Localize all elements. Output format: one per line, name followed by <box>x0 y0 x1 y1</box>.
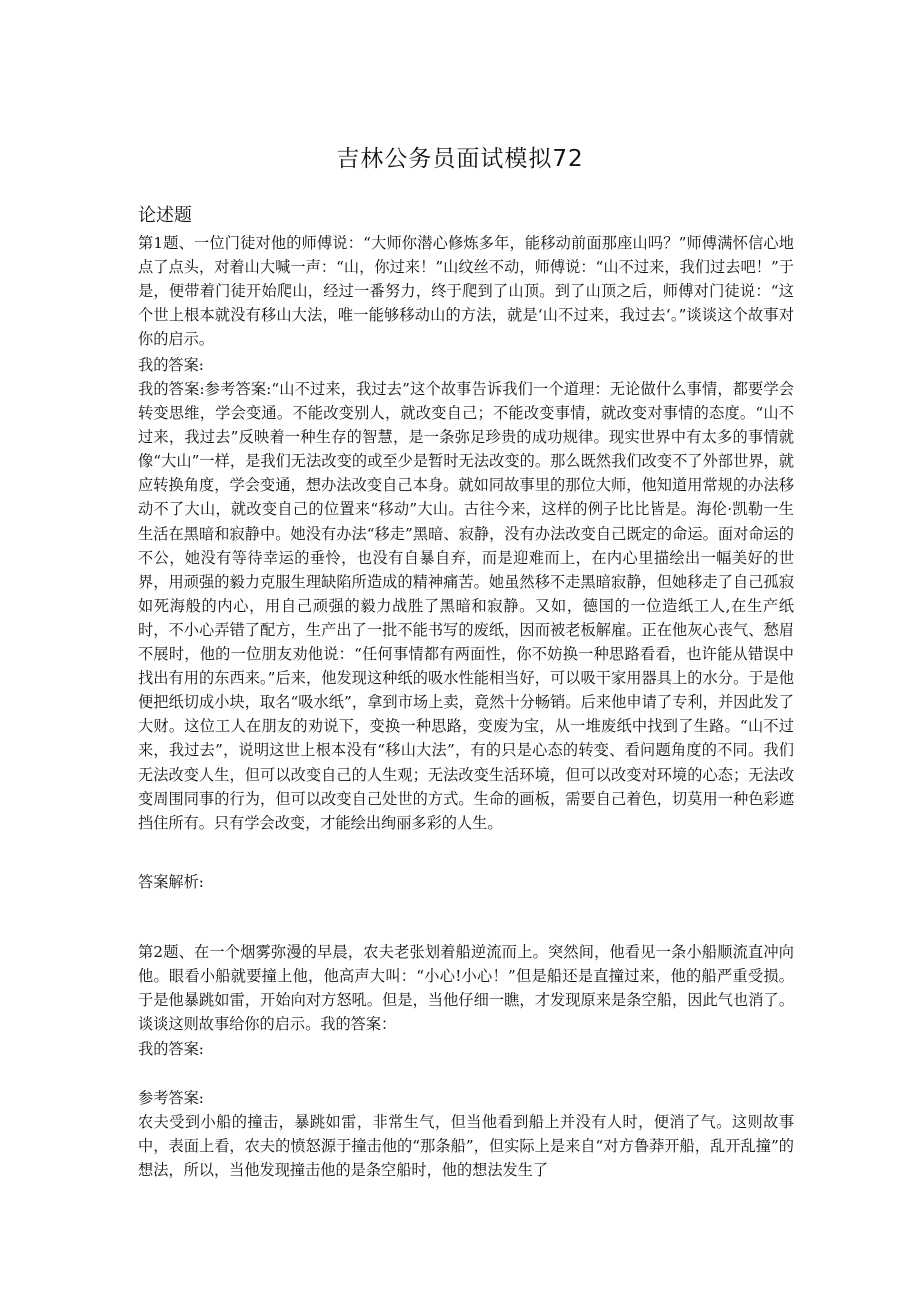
question-1-my-answer-label: 我的答案: <box>138 356 204 374</box>
question-1-prompt: 第1题、一位门徒对他的师傅说：“大师你潜心修炼多年，能移动前面那座山吗？”师傅满怀信心地点了点头，对着山大喊一声：“山，你过来！”山纹丝不动，师傅说：“山不过来，我们过去吧！”于是，便带着门徒开始爬山，经过一番努力，终于爬到了山顶。到了山顶之后，师傅对门徒说：“这个世上根本就没有移山大法，唯一能够移动山的方法，就是‘山不过来，我过去‘。”谈谈这个故事对你的启示。 <box>138 234 794 349</box>
question-2-reference-label: 参考答案: <box>138 1089 204 1107</box>
question-2-reference-text: 农夫受到小船的撞击，暴跳如雷，非常生气，但当他看到船上并没有人时，便消了气。这则故事中，表面上看，农夫的愤怒源于撞击他的“那条船”，但实际上是来自“对方鲁莽开船，乱开乱撞”的想法，所以，当他发现撞击他的是条空船时，他的想法发生了 <box>138 1113 794 1180</box>
question-1-analysis-label: 答案解析: <box>138 873 204 891</box>
question-1-answer-text: 我的答案:参考答案:“山不过来，我过去”这个故事告诉我们一个道理：无论做什么事情，都要学会转变思维，学会变通。不能改变别人，就改变自己；不能改变事情，就改变对事情的态度。“山不过来，我过去”反映着一种生存的智慧，是一条弥足珍贵的成功规律。现实世界中有太多的事情就像“大山”一样，是我们无法改变的或至少是暂时无法改变的。那么既然我们改变不了外部世界，就应转换角度，学会变通，想办法改变自己本身。就如同故事里的那位大师，他知道用常规的办法移动不了大山，就改变自己的位置来“移动”大山。古往今来，这样的例子比比皆是。海伦·凯勒一生生活在黑暗和寂静中。她没有办法“移走”黑暗、寂静，没有办法改变自己既定的命运。面对命运的不公，她没有等待幸运的垂怜，也没有自暴自弃，而是迎难而上，在内心里描绘出一幅美好的世界，用顽强的毅力克服生理缺陷所造成的精神痛苦。她虽然移不走黑暗寂静，但她移走了自己孤寂如死海般的内心，用自己顽强的毅力战胜了黑暗和寂静。又如，德国的一位造纸工人,在生产纸时，不小心弄错了配方，生产出了一批不能书写的废纸，因而被老板解雇。正在他灰心丧气、愁眉不展时，他的一位朋友劝他说：“任何事情都有两面性，你不妨换一种思路看看，也许能从错误中找出有用的东西来。”后来，他发现这种纸的吸水性能相当好，可以吸干家用器具上的水分。于是他便把纸切成小块，取名“吸水纸”，拿到市场上卖，竟然十分畅销。后来他申请了专利，并因此发了大财。这位工人在朋友的劝说下，变换一种思路，变废为宝，从一堆废纸中找到了生路。“山不过来，我过去”，说明这世上根本没有“移山大法”，有的只是心态的转变、看问题角度的不同。我们无法改变人生，但可以改变自己的人生观；无法改变生活环境，但可以改变对环境的心态；无法改变周围同事的行为，但可以改变自己处世的方式。生命的画板，需要自己着色，切莫用一种色彩遮挡住所有。只有学会改变，才能绘出绚丽多彩的人生。 <box>138 380 794 832</box>
question-2-prompt: 第2题、在一个烟雾弥漫的早晨，农夫老张划着船逆流而上。突然间，他看见一条小船顺流直冲向他。眼看小船就要撞上他，他高声大叫：“小心!小心！”但是船还是直撞过来，他的船严重受损。于是他暴跳如雷，开始向对方怒吼。但是，当他仔细一瞧，才发现原来是条空船，因此气也消了。谈谈这则故事给你的启示。我的答案： <box>138 943 794 1034</box>
section-heading: 论述题 <box>138 205 192 226</box>
question-2-my-answer-label: 我的答案: <box>138 1040 204 1058</box>
document-title: 吉林公务员面试模拟72 <box>336 146 584 172</box>
